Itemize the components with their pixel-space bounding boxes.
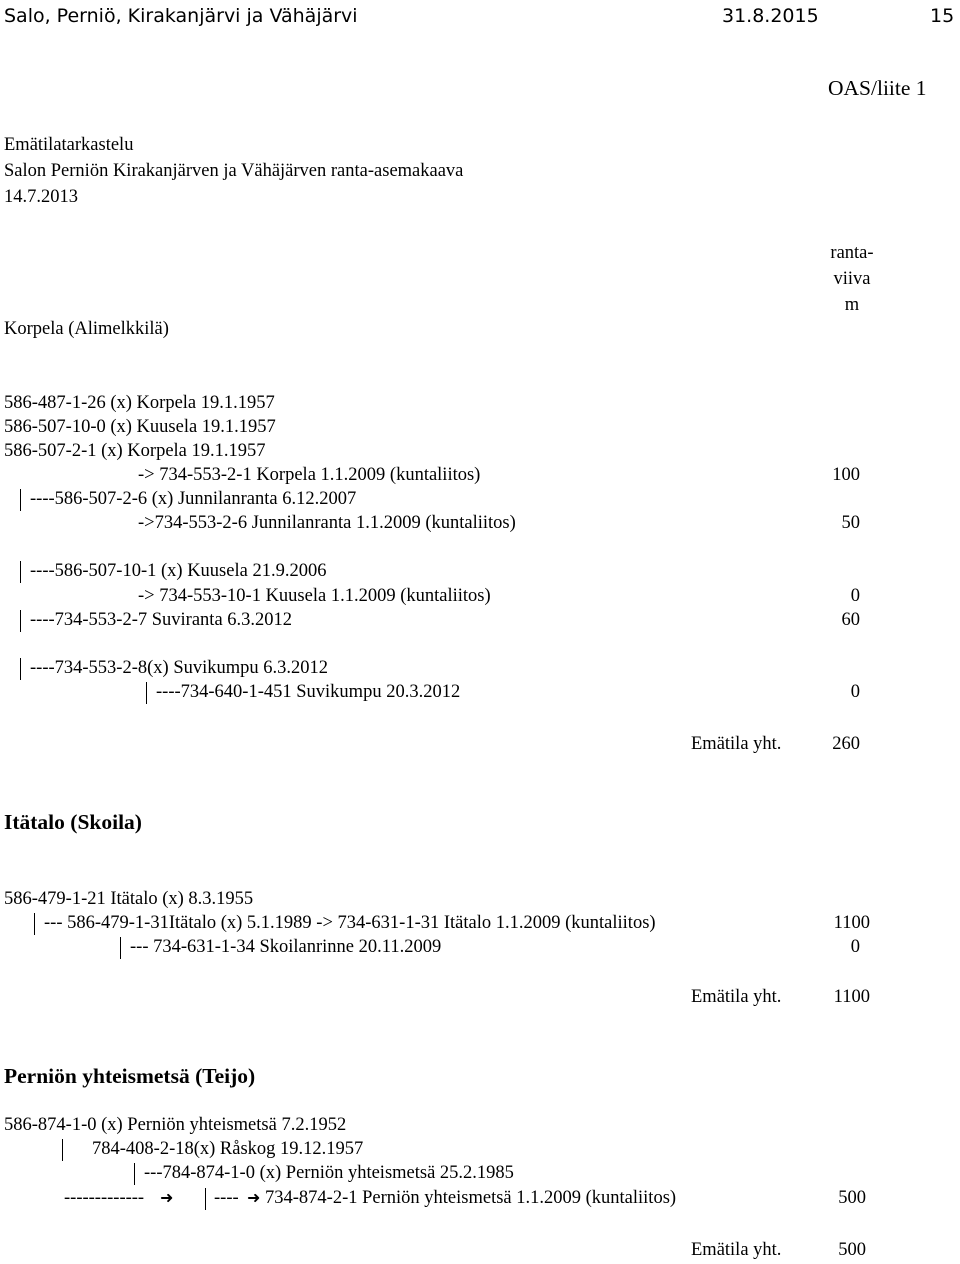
shoreline-value: 100 xyxy=(832,465,860,485)
connector-dashes: ---- xyxy=(214,1188,239,1208)
document-date: 31.8.2015 xyxy=(722,5,819,27)
property-line: 586-507-2-1 (x) Korpela 19.1.1957 xyxy=(4,441,266,461)
shoreline-value: 50 xyxy=(841,513,860,533)
tree-connector xyxy=(20,610,21,632)
total-value: 500 xyxy=(838,1240,866,1260)
column-header-line: viiva xyxy=(833,269,871,289)
column-header-line: m xyxy=(844,295,860,315)
tree-connector xyxy=(205,1188,206,1210)
intro-subtitle: Salon Perniön Kirakanjärven ja Vähäjärven ranta-asemakaava xyxy=(4,161,464,181)
property-line: ----734-553-2-7 Suviranta 6.3.2012 xyxy=(30,610,293,630)
tree-connector xyxy=(62,1139,63,1161)
property-line: ----586-507-2-6 (x) Junnilanranta 6.12.2007 xyxy=(30,489,357,509)
document-title: Salo, Perniö, Kirakanjärvi ja Vähäjärvi xyxy=(4,5,358,27)
property-line: ----734-640-1-451 Suvikumpu 20.3.2012 xyxy=(156,682,461,702)
section-title: Korpela (Alimelkkilä) xyxy=(4,319,169,339)
property-line: ----734-553-2-8(x) Suvikumpu 6.3.2012 xyxy=(30,658,329,678)
property-line: 586-479-1-21 Itätalo (x) 8.3.1955 xyxy=(4,889,254,909)
tree-connector xyxy=(34,913,35,935)
property-line: 586-874-1-0 (x) Perniön yhteismetsä 7.2.1952 xyxy=(4,1115,347,1135)
connector-dashes: ------------- xyxy=(64,1188,145,1208)
shoreline-value: 1100 xyxy=(833,913,870,933)
property-line: ---784-874-1-0 (x) Perniön yhteismetsä 25.2.1985 xyxy=(144,1163,514,1183)
intro-title: Emätilatarkastelu xyxy=(4,135,134,155)
shoreline-value: 0 xyxy=(850,586,860,606)
column-header-shoreline xyxy=(812,240,892,318)
property-line: 586-487-1-26 (x) Korpela 19.1.1957 xyxy=(4,393,275,413)
property-line: 586-507-10-0 (x) Kuusela 19.1.1957 xyxy=(4,417,276,437)
total-label: Emätila yht. xyxy=(691,1240,782,1260)
shoreline-value: 0 xyxy=(850,937,860,957)
tree-connector xyxy=(146,682,147,704)
section-title: Perniön yhteismetsä (Teijo) xyxy=(4,1064,256,1088)
property-line: 734-874-2-1 Perniön yhteismetsä 1.1.2009 (kuntaliitos) xyxy=(265,1188,677,1208)
shoreline-value: 500 xyxy=(838,1188,866,1208)
total-label: Emätila yht. xyxy=(691,734,782,754)
page-number: 15 xyxy=(930,5,955,27)
annex-label: OAS/liite 1 xyxy=(828,76,927,100)
shoreline-value: 60 xyxy=(841,610,860,630)
property-line: -> 734-553-2-1 Korpela 1.1.2009 (kuntaliitos) xyxy=(138,465,481,485)
property-line: 784-408-2-18(x) Råskog 19.12.1957 xyxy=(92,1139,364,1159)
tree-connector xyxy=(134,1163,135,1185)
shoreline-value: 0 xyxy=(850,682,860,702)
tree-connector xyxy=(120,937,121,959)
intro-date: 14.7.2013 xyxy=(4,187,78,207)
tree-connector xyxy=(20,561,21,583)
tree-connector xyxy=(20,658,21,680)
total-label: Emätila yht. xyxy=(691,987,782,1007)
property-line: --- 586-479-1-31Itätalo (x) 5.1.1989 -> 734-631-1-31 Itätalo 1.1.2009 (kuntaliitos) xyxy=(44,913,656,933)
column-header-line: ranta- xyxy=(830,243,874,263)
total-value: 260 xyxy=(832,734,860,754)
tree-connector xyxy=(20,489,21,511)
property-line: ----586-507-10-1 (x) Kuusela 21.9.2006 xyxy=(30,561,327,581)
property-line: --- 734-631-1-34 Skoilanrinne 20.11.2009 xyxy=(130,937,442,957)
section-title: Itätalo (Skoila) xyxy=(4,810,142,834)
property-line: -> 734-553-10-1 Kuusela 1.1.2009 (kuntaliitos) xyxy=(138,586,491,606)
right-arrow-icon: ➜ xyxy=(247,1188,261,1207)
property-line: ->734-553-2-6 Junnilanranta 1.1.2009 (kuntaliitos) xyxy=(138,513,516,533)
right-arrow-icon: ➜ xyxy=(160,1188,174,1207)
total-value: 1100 xyxy=(833,987,870,1007)
